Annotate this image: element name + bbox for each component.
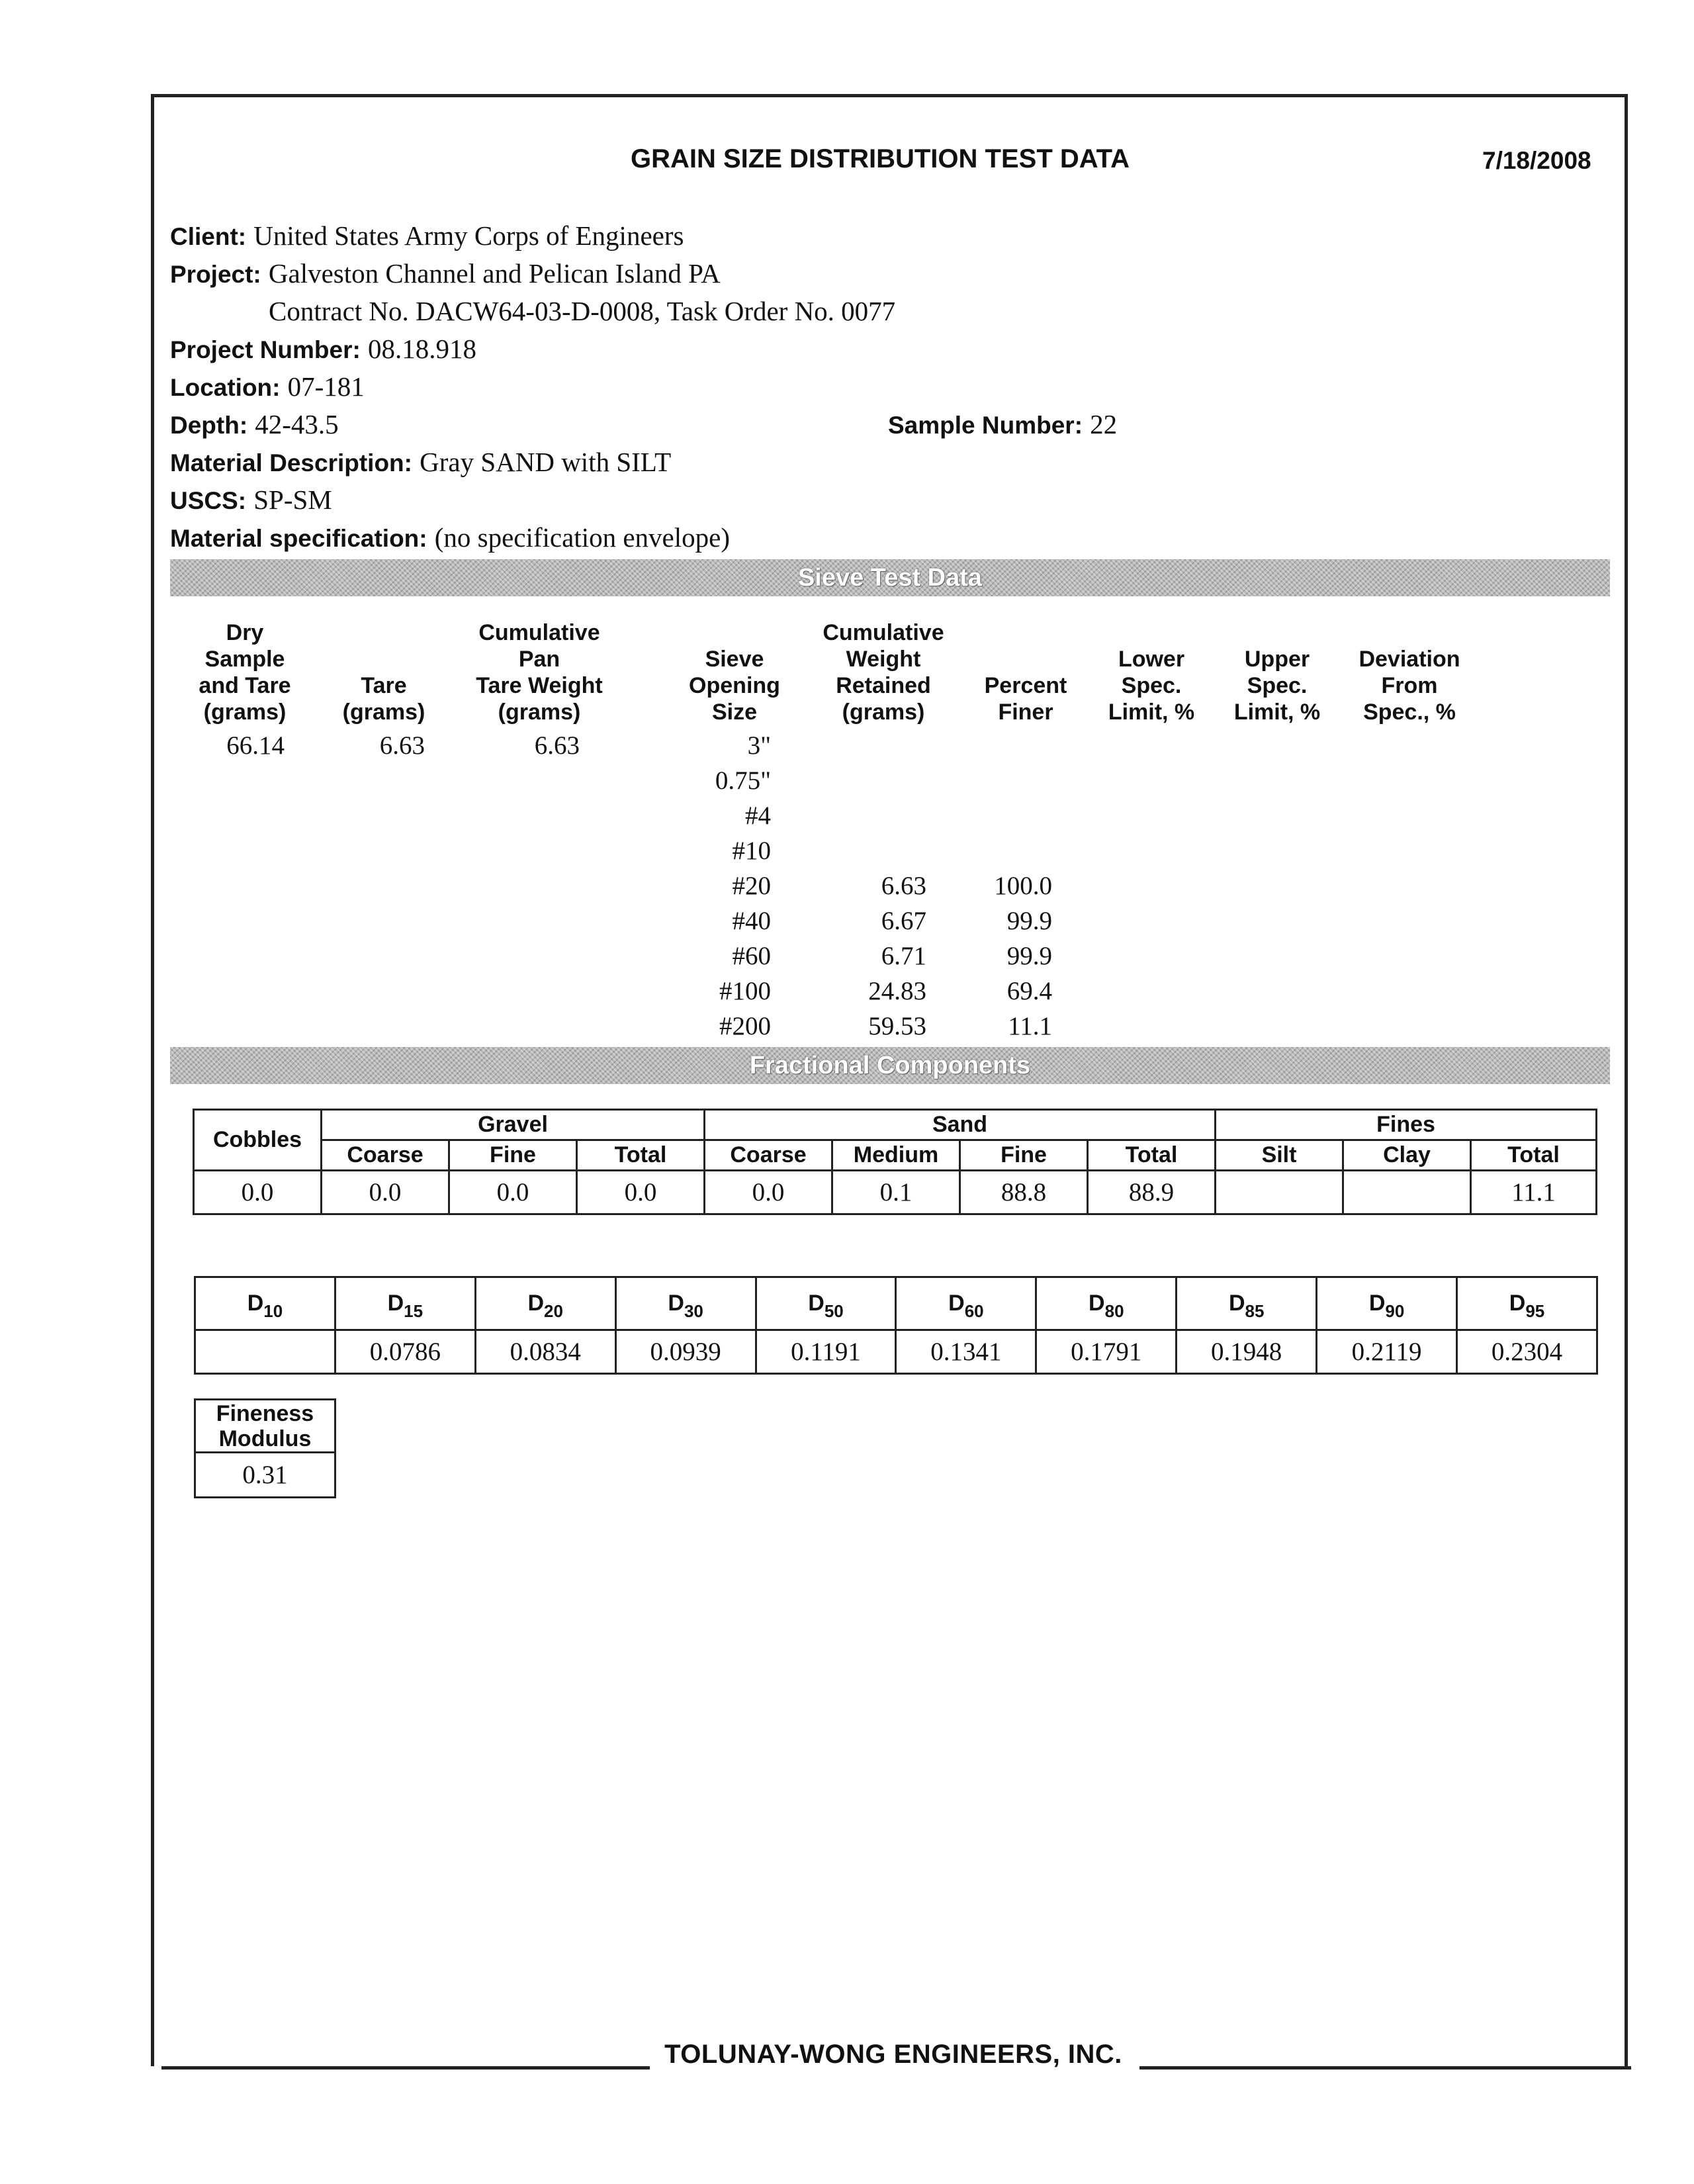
header-text: Spec.	[1247, 673, 1308, 698]
d80-value: 0.1791	[1036, 1330, 1177, 1374]
header-text: Sieve	[705, 647, 764, 672]
d-base: D	[808, 1291, 825, 1316]
d-sub: 95	[1525, 1301, 1545, 1321]
gravel-total-header: Total	[577, 1140, 705, 1171]
header-text: Lower	[1118, 647, 1185, 672]
sand-fine-value: 88.8	[960, 1171, 1088, 1214]
finer-value: 99.9	[1006, 942, 1052, 970]
client-value: United States Army Corps of Engineers	[253, 220, 684, 251]
d90-value: 0.2119	[1317, 1330, 1457, 1374]
d-sub: 10	[263, 1301, 283, 1321]
material-spec-label: Material specification:	[170, 525, 427, 552]
client-line	[170, 217, 684, 255]
header-text: Cumulative	[823, 620, 944, 645]
header-text: Limit, %	[1233, 700, 1321, 725]
material-description-line	[170, 443, 671, 482]
d-base: D	[247, 1291, 264, 1316]
fines-clay-value	[1343, 1171, 1471, 1214]
header-deviation	[1343, 613, 1476, 725]
header-lower-spec	[1092, 613, 1211, 725]
d80-header	[1036, 1277, 1177, 1330]
d-sub: 90	[1385, 1301, 1405, 1321]
sieve-size: 3"	[747, 731, 771, 760]
d-base: D	[668, 1291, 684, 1316]
material-description-label: Material Description:	[170, 449, 412, 477]
header-tare	[331, 613, 437, 725]
header-cumulative-weight	[814, 613, 953, 725]
project-number-value: 08.18.918	[367, 334, 476, 364]
header-text: Retained	[836, 673, 931, 698]
fines-total-header: Total	[1471, 1140, 1597, 1171]
retained-value: 59.53	[868, 1012, 926, 1040]
d95-header	[1457, 1277, 1597, 1330]
cobbles-value: 0.0	[194, 1171, 322, 1214]
gravel-header: Gravel	[322, 1110, 705, 1140]
header-text: From	[1381, 673, 1438, 698]
header-dry-sample	[179, 613, 311, 725]
sieve-test-data-band: Sieve Test Data	[170, 559, 1610, 596]
d-sub: 60	[964, 1301, 984, 1321]
d-base: D	[948, 1291, 965, 1316]
d50-value: 0.1191	[756, 1330, 896, 1374]
project-number-label: Project Number:	[170, 336, 361, 363]
d-base: D	[1368, 1291, 1386, 1316]
fines-header: Fines	[1216, 1110, 1597, 1140]
project-line	[170, 255, 721, 293]
retained-value: 6.63	[881, 872, 926, 900]
sand-medium-header: Medium	[832, 1140, 960, 1171]
depth-label: Depth:	[170, 412, 248, 439]
sand-fine-header: Fine	[960, 1140, 1088, 1171]
d20-header	[475, 1277, 615, 1330]
client-label: Client:	[170, 223, 247, 250]
sieve-size: #20	[732, 872, 771, 900]
gravel-coarse-value: 0.0	[322, 1171, 449, 1214]
dry-sample-value: 66.14	[226, 731, 285, 760]
header-text: Weight	[846, 647, 921, 672]
header-text: Sample	[204, 647, 285, 672]
d95-value: 0.2304	[1457, 1330, 1597, 1374]
uscs-value: SP-SM	[253, 484, 332, 515]
finer-value: 69.4	[1006, 977, 1052, 1005]
gravel-fine-header: Fine	[449, 1140, 577, 1171]
header-text: Percent	[984, 673, 1067, 698]
cobbles-header: Cobbles	[194, 1110, 322, 1171]
material-spec-line	[170, 519, 730, 557]
d-values-table	[194, 1276, 1598, 1375]
sand-coarse-value: 0.0	[705, 1171, 832, 1214]
sieve-size: #100	[719, 977, 771, 1005]
location-line	[170, 368, 365, 406]
uscs-line	[170, 481, 332, 520]
location-label: Location:	[170, 374, 281, 401]
material-description-value: Gray SAND with SILT	[420, 447, 672, 477]
header-text: Dry	[226, 620, 264, 645]
d-base: D	[527, 1291, 545, 1316]
footer-company: TOLUNAY-WONG ENGINEERS, INC.	[664, 2040, 1122, 2069]
depth-value: 42-43.5	[255, 409, 339, 439]
finer-value: 99.9	[1006, 907, 1052, 935]
fineness-label-1: Fineness	[216, 1400, 314, 1426]
d50-header	[756, 1277, 896, 1330]
tare-value: 6.63	[379, 731, 425, 760]
header-text: (grams)	[342, 700, 425, 725]
header-text: Tare Weight	[476, 673, 603, 698]
d30-header	[615, 1277, 756, 1330]
d15-header	[335, 1277, 475, 1330]
header-sieve-opening	[668, 613, 801, 725]
fineness-modulus-value: 0.31	[195, 1453, 335, 1498]
d-base: D	[1089, 1291, 1105, 1316]
report-title: GRAIN SIZE DISTRIBUTION TEST DATA	[630, 144, 1130, 173]
footer-rule-right	[1139, 2066, 1631, 2070]
sieve-size: #60	[732, 942, 771, 970]
d-sub: 85	[1245, 1301, 1265, 1321]
d-base: D	[387, 1291, 404, 1316]
fineness-modulus-header	[195, 1400, 335, 1453]
retained-value: 24.83	[868, 977, 926, 1005]
header-text: Limit, %	[1108, 700, 1195, 725]
d85-header	[1177, 1277, 1317, 1330]
fineness-label-2: Modulus	[218, 1426, 312, 1451]
d10-value	[195, 1330, 335, 1374]
header-text: Finer	[998, 700, 1053, 725]
d15-value: 0.0786	[335, 1330, 475, 1374]
fractional-components-band: Fractional Components	[170, 1047, 1610, 1084]
d10-header	[195, 1277, 335, 1330]
finer-value: 11.1	[1008, 1012, 1052, 1040]
sand-total-value: 88.9	[1088, 1171, 1216, 1214]
sieve-size: #4	[745, 801, 771, 830]
d60-value: 0.1341	[896, 1330, 1036, 1374]
gravel-total-value: 0.0	[577, 1171, 705, 1214]
sand-total-header: Total	[1088, 1140, 1216, 1171]
header-text: Tare	[361, 673, 407, 698]
d60-header	[896, 1277, 1036, 1330]
header-text: Deviation	[1359, 647, 1460, 672]
sieve-size: 0.75"	[715, 766, 771, 795]
d-sub: 30	[684, 1301, 703, 1321]
retained-value: 6.71	[881, 942, 926, 970]
d-sub: 15	[404, 1301, 424, 1321]
header-text: Upper	[1244, 647, 1310, 672]
sample-number-line	[888, 406, 1117, 444]
header-text: (grams)	[498, 700, 581, 725]
header-text: Spec.	[1121, 673, 1182, 698]
header-text: Opening	[689, 673, 780, 698]
header-text: (grams)	[842, 700, 925, 725]
sieve-size: #40	[732, 907, 771, 935]
contract-value: Contract No. DACW64-03-D-0008, Task Order No. 0077	[269, 296, 896, 326]
fractional-components-table	[193, 1109, 1597, 1215]
contract-line	[269, 293, 895, 330]
sand-coarse-header: Coarse	[705, 1140, 832, 1171]
sand-medium-value: 0.1	[832, 1171, 960, 1214]
finer-value: 100.0	[994, 872, 1052, 900]
project-number-line	[170, 330, 476, 369]
header-text: Size	[711, 700, 758, 725]
sample-number-label: Sample Number:	[888, 412, 1083, 439]
sample-number-value: 22	[1090, 409, 1118, 439]
d-base: D	[1509, 1291, 1526, 1316]
d-sub: 80	[1104, 1301, 1124, 1321]
uscs-label: USCS:	[170, 487, 247, 514]
cum-pan-value: 6.63	[534, 731, 580, 760]
header-text: (grams)	[203, 700, 287, 725]
project-value: Galveston Channel and Pelican Island PA	[268, 258, 721, 289]
header-text: Spec., %	[1363, 700, 1456, 725]
fines-silt-value	[1216, 1171, 1343, 1214]
fines-clay-header: Clay	[1343, 1140, 1471, 1171]
fineness-modulus-table	[194, 1398, 336, 1498]
fines-silt-header: Silt	[1216, 1140, 1343, 1171]
depth-line	[170, 406, 339, 444]
sand-header: Sand	[705, 1110, 1216, 1140]
header-text: Pan	[518, 647, 560, 672]
header-upper-spec	[1218, 613, 1337, 725]
header-text: Cumulative	[478, 620, 600, 645]
header-cumulative-pan	[463, 613, 615, 725]
header-percent-finer	[966, 613, 1085, 725]
retained-value: 6.67	[881, 907, 926, 935]
footer-rule-left	[161, 2066, 650, 2070]
report-date: 7/18/2008	[1482, 147, 1591, 174]
material-spec-value: (no specification envelope)	[434, 522, 730, 553]
sieve-size: #10	[732, 837, 771, 865]
fines-total-value: 11.1	[1471, 1171, 1597, 1214]
d-base: D	[1228, 1291, 1245, 1316]
d20-value: 0.0834	[475, 1330, 615, 1374]
d90-header	[1317, 1277, 1457, 1330]
d30-value: 0.0939	[615, 1330, 756, 1374]
d-sub: 20	[544, 1301, 563, 1321]
d-sub: 50	[824, 1301, 844, 1321]
sieve-size: #200	[719, 1012, 771, 1040]
header-text: and Tare	[199, 673, 291, 698]
gravel-coarse-header: Coarse	[322, 1140, 449, 1171]
gravel-fine-value: 0.0	[449, 1171, 577, 1214]
project-label: Project:	[170, 261, 261, 288]
location-value: 07-181	[287, 371, 365, 402]
d85-value: 0.1948	[1177, 1330, 1317, 1374]
